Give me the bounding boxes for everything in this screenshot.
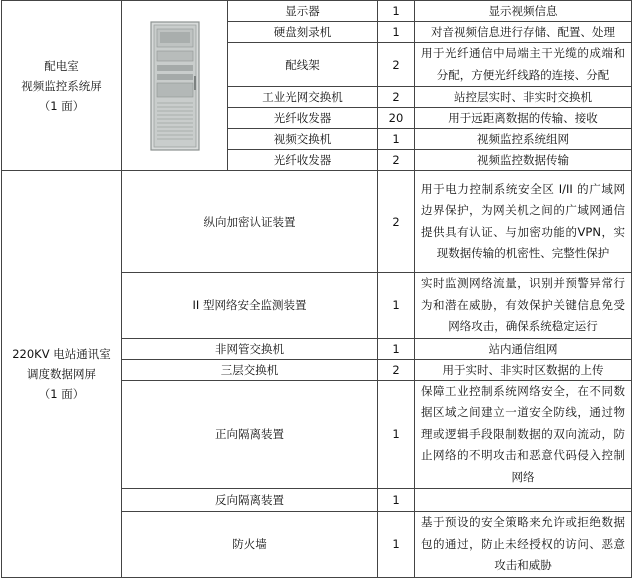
device-qty: 2 — [378, 359, 415, 380]
device-name: 显示器 — [228, 1, 378, 22]
table-row — [2, 171, 632, 273]
table-row — [2, 1, 632, 22]
device-desc: 站控层实时、非实时交换机 — [415, 87, 632, 108]
device-name: 正向隔离装置 — [122, 380, 378, 489]
device-desc: 视频监控系统组网 — [415, 129, 632, 150]
device-desc: 基于预设的安全策略来允许或拒绝数据包的通过，防止未经授权的访问、恶意攻击和威胁 — [415, 512, 632, 578]
device-qty: 1 — [378, 380, 415, 489]
device-desc: 用于电力控制系统安全区 I/II 的广域网边界保护，为网关机之间的广域网通信提供具有认证、与加密功能的VPN，实现数据传输的机密性、完整性保护 — [415, 171, 632, 273]
device-name: 硬盘刻录机 — [228, 22, 378, 43]
device-desc: 用于远距离数据的传输、接收 — [415, 108, 632, 129]
device-name: 三层交换机 — [122, 359, 378, 380]
device-name: 反向隔离装置 — [122, 489, 378, 512]
device-desc: 保障工业控制系统网络安全，在不同数据区域之间建立一道安全防线，通过物理或逻辑手段限制数据的双向流动，防止网络的不明攻击和恶意代码侵入控制网络 — [415, 380, 632, 489]
device-qty: 1 — [378, 489, 415, 512]
device-name: 工业光网交换机 — [228, 87, 378, 108]
group-count: （1 面） — [38, 386, 85, 401]
device-desc: 对音视频信息进行存储、配置、处理 — [415, 22, 632, 43]
device-desc: 显示视频信息 — [415, 1, 632, 22]
group-location: 220KV 电站通讯室 — [12, 346, 111, 361]
device-desc: 站内通信组网 — [415, 338, 632, 359]
device-qty: 2 — [378, 150, 415, 171]
device-name: 配线架 — [228, 43, 378, 87]
device-desc: 视频监控数据传输 — [415, 150, 632, 171]
device-name: 纵向加密认证装置 — [122, 171, 378, 273]
device-name: 视频交换机 — [228, 129, 378, 150]
device-name: 非网管交换机 — [122, 338, 378, 359]
device-qty: 2 — [378, 43, 415, 87]
device-qty: 1 — [378, 22, 415, 43]
device-qty: 1 — [378, 273, 415, 339]
group-cell-dispatch — [2, 171, 122, 578]
device-desc — [415, 489, 632, 512]
group-count: （1 面） — [38, 98, 85, 113]
device-qty: 2 — [378, 87, 415, 108]
device-name: 防火墙 — [122, 512, 378, 578]
device-qty: 2 — [378, 171, 415, 273]
device-qty: 20 — [378, 108, 415, 129]
server-cabinet-image — [150, 21, 200, 151]
device-name: 光纤收发器 — [228, 108, 378, 129]
device-qty: 1 — [378, 338, 415, 359]
group-location: 配电室 — [44, 58, 79, 73]
equipment-table — [1, 0, 632, 578]
device-qty: 1 — [378, 1, 415, 22]
device-qty: 1 — [378, 129, 415, 150]
group-name: 调度数据网屏 — [27, 366, 96, 381]
cabinet-image-cell — [122, 1, 228, 171]
group-cell-video — [2, 1, 122, 171]
device-desc: 实时监测网络流量，识别并预警异常行为和潜在威胁，有效保护关键信息免受网络攻击，确保系统稳定运行 — [415, 273, 632, 339]
device-desc: 用于实时、非实时区数据的上传 — [415, 359, 632, 380]
device-name: 光纤收发器 — [228, 150, 378, 171]
device-name: II 型网络安全监测装置 — [122, 273, 378, 339]
device-qty: 1 — [378, 512, 415, 578]
device-desc: 用于光纤通信中局端主干光缆的成端和分配，方便光纤线路的连接、分配 — [415, 43, 632, 87]
group-name: 视频监控系统屏 — [21, 78, 102, 93]
